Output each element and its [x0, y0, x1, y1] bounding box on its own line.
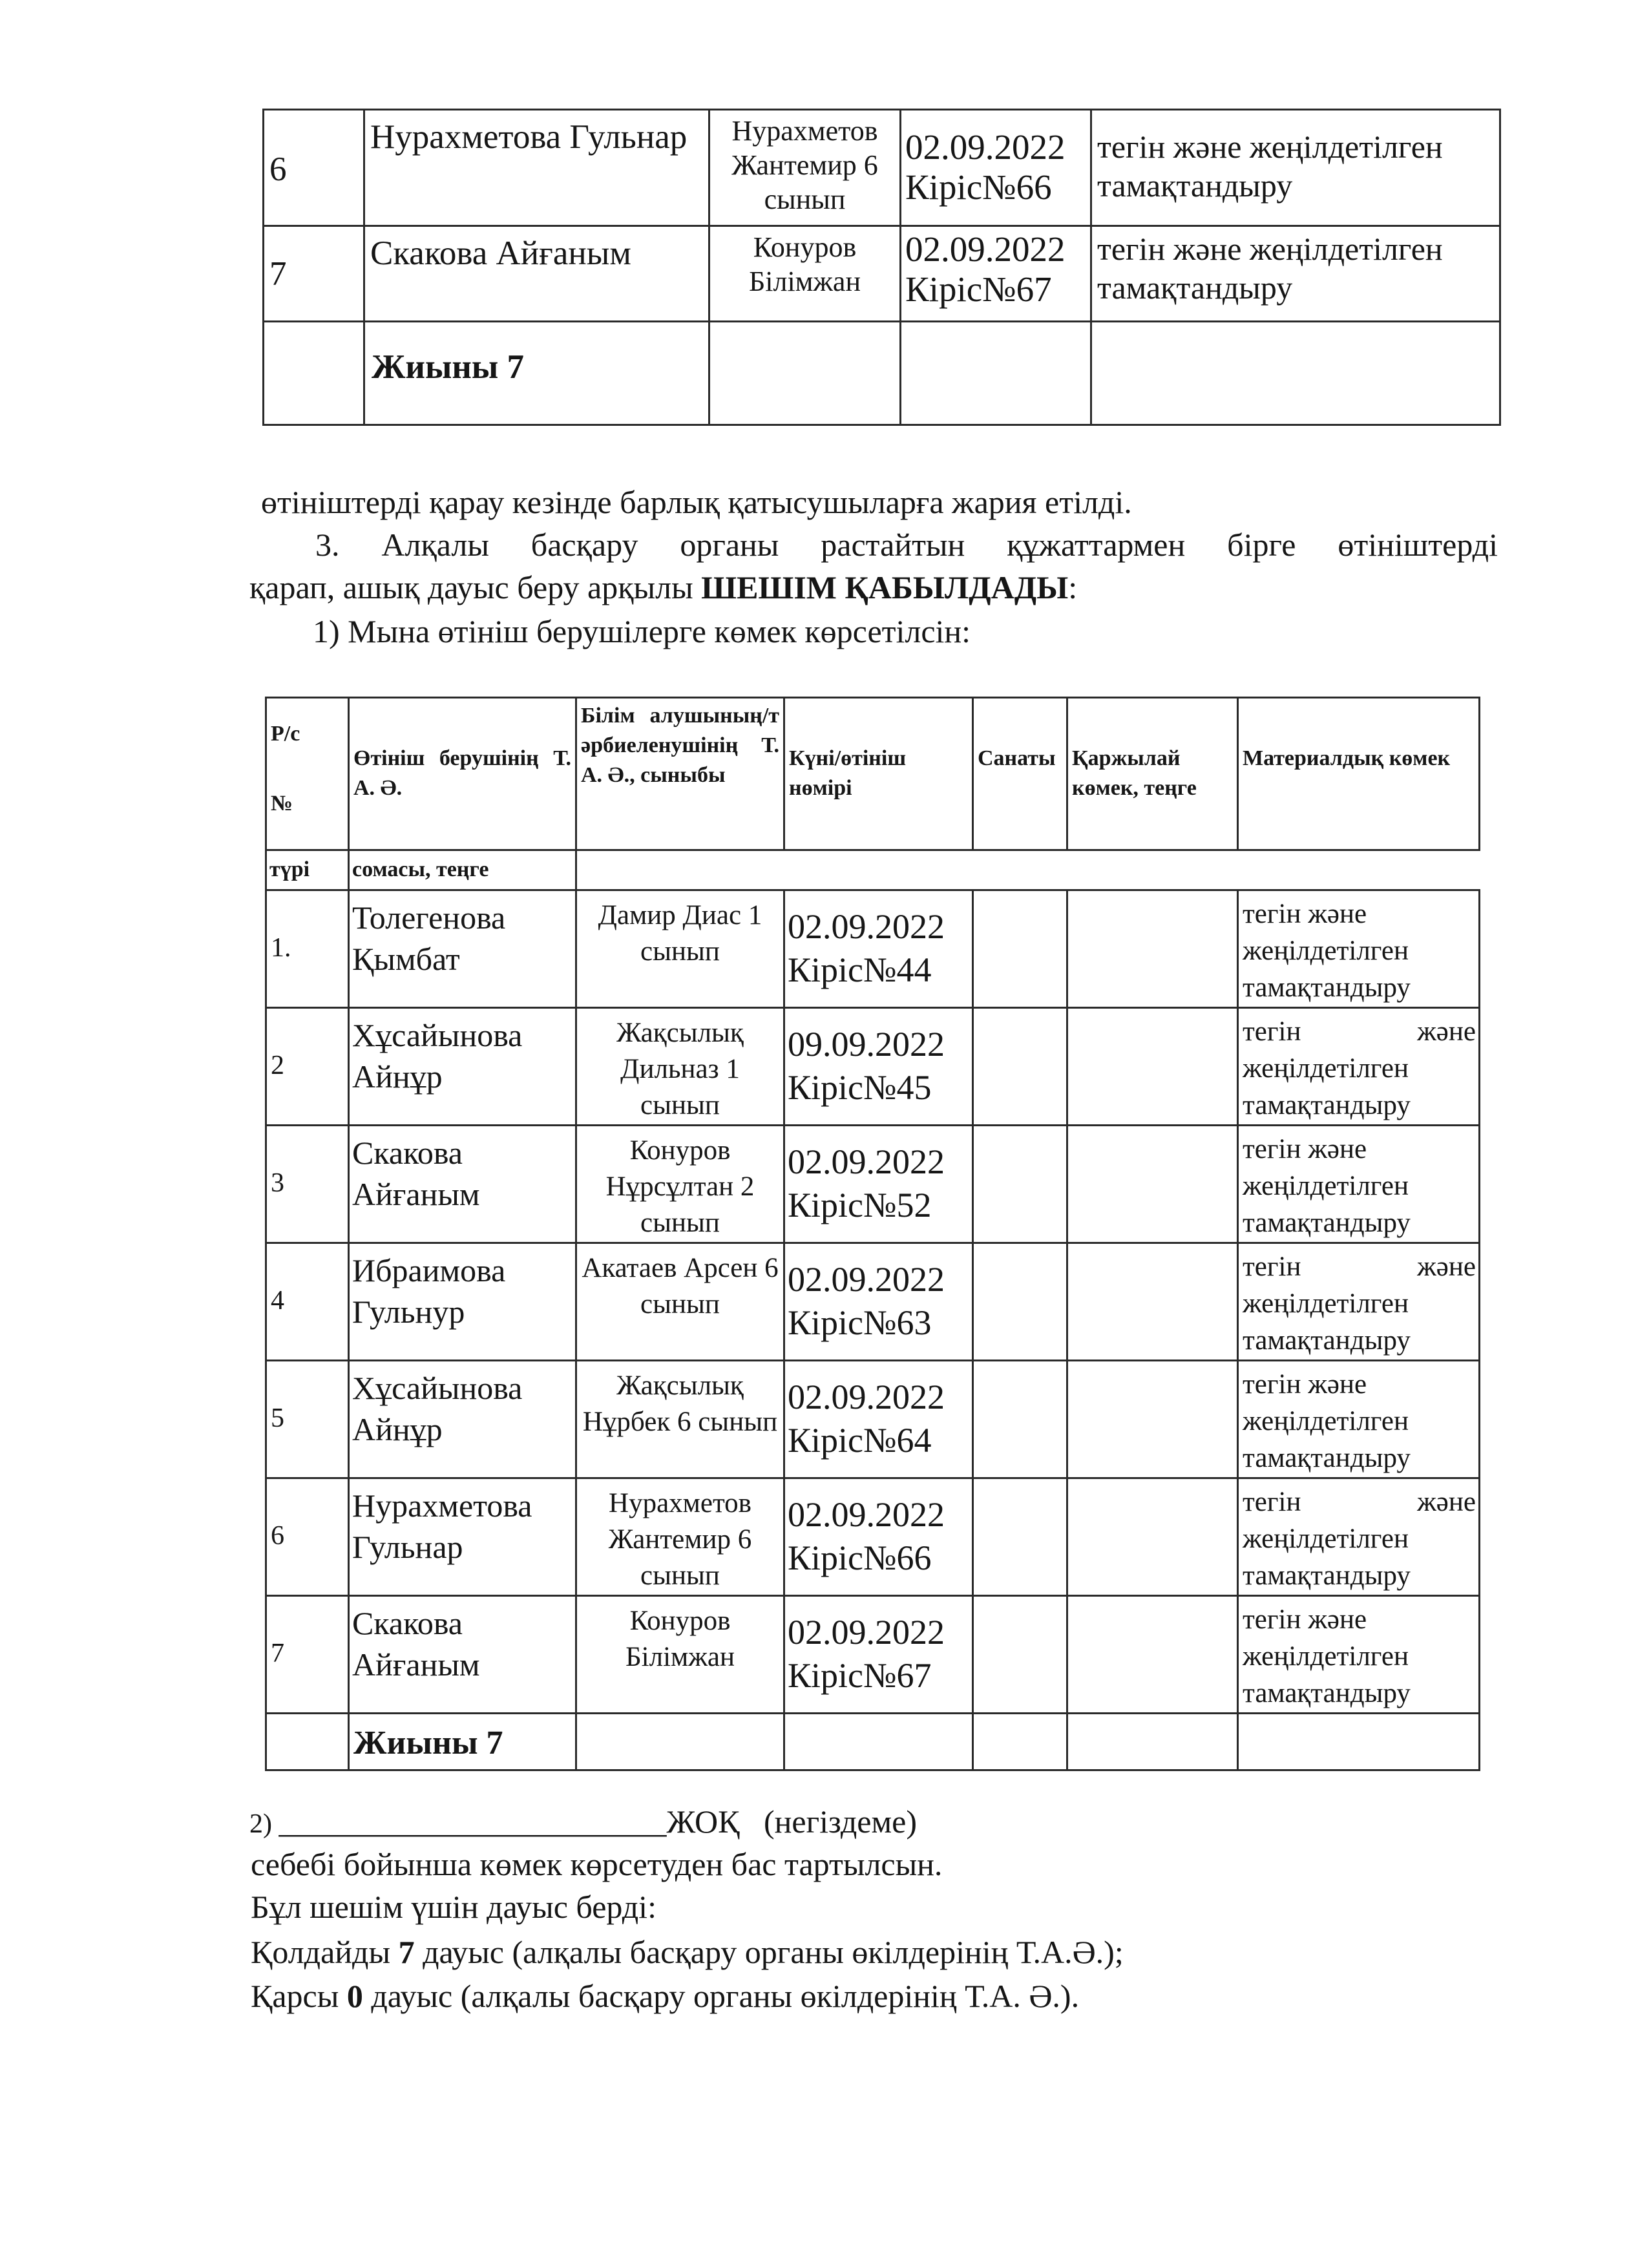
row-number: 3: [266, 1126, 349, 1243]
applicant-name: Скакова Айғаным: [364, 226, 709, 322]
applicant-name: Скакова Айғаным: [349, 1126, 576, 1243]
paragraph-decision-intro: 3. Алқалы басқару органы растайтын құжаттармен бірге өтініштерді: [315, 527, 1498, 563]
date-number: [784, 1596, 973, 1714]
application-date: 02.09.2022: [788, 1613, 945, 1652]
header-financial-aid: Қаржылай көмек, теңге: [1067, 698, 1238, 850]
paragraph-votes-against: Қарсы 0 дауыс (алқалы басқару органы өкілдерінің Т.А. Ә.).: [251, 1978, 1080, 2014]
refusal-basis: (негіздеме): [764, 1803, 917, 1840]
material-aid: тегін және жеңілдетілген тамақтандыру: [1238, 1596, 1480, 1714]
paragraph-votes-for: Қолдайды 7 дауыс (алқалы басқару органы өкілдерінің Т.А.Ә.);: [251, 1934, 1124, 1970]
student-name: Жақсылық Дильназ 1 сынып: [576, 1008, 784, 1126]
applicant-name: Ибраимова Гульнур: [349, 1243, 576, 1361]
registration-number: Кіріс№66: [788, 1538, 932, 1577]
application-date: 02.09.2022: [788, 1495, 945, 1534]
header-applicant: Өтініш берушінің Т. А. Ә.: [349, 698, 576, 850]
application-date: 02.09.2022: [905, 127, 1066, 167]
material-aid: тегін және жеңілдетілген тамақтандыру: [1238, 1126, 1480, 1243]
applicant-name: Нурахметова Гульнар: [349, 1478, 576, 1596]
material-aid: тегін және жеңілдетілген тамақтандыру: [1238, 890, 1480, 1008]
header-category: Санаты: [973, 698, 1067, 850]
header-student: Білім алушының/тәрбиеленушінің Т. А. Ә., сыныбы: [576, 698, 784, 850]
table-header-row: [266, 698, 1480, 850]
student-name: Нурахметов Жантемир 6 сынып: [576, 1478, 784, 1596]
application-date: 02.09.2022: [905, 229, 1066, 269]
applicant-name: Скакова Айғаным: [349, 1596, 576, 1714]
registration-number: Кіріс№67: [788, 1655, 932, 1695]
registration-number: Кіріс№44: [788, 950, 932, 989]
table-subheader-row: [266, 850, 1480, 890]
row-number: 4: [266, 1243, 349, 1361]
header-date: Күні/өтініш нөмірі: [784, 698, 973, 850]
applicant-name: Нурахметова Гульнар: [364, 110, 709, 226]
row-number: 2: [266, 1008, 349, 1126]
material-aid: тегін және жеңілдетілген тамақтандыру: [1238, 1008, 1480, 1126]
subheader-amount: сомасы, теңге: [349, 850, 576, 890]
paragraph-refusal-reason: себебі бойынша көмек көрсетуден бас тартылсын.: [251, 1846, 943, 1882]
student-name: Конуров Нұрсұлтан 2 сынып: [576, 1126, 784, 1243]
date-number: [784, 1126, 973, 1243]
application-date: 02.09.2022: [788, 1142, 945, 1181]
table-row: [266, 1596, 1480, 1714]
date-number: [901, 226, 1091, 322]
registration-number: Кіріс№52: [788, 1185, 932, 1224]
student-name: Жақсылық Нұрбек 6 сынып: [576, 1361, 784, 1478]
decision-adopted-label: ШЕШІМ ҚАБЫЛДАДЫ: [701, 569, 1069, 605]
material-aid: тегін және жеңілдетілген тамақтандыру: [1238, 1478, 1480, 1596]
paragraph-decision-adopted: қарап, ашық дауыс беру арқылы ШЕШІМ ҚАБЫЛДАДЫ:: [249, 569, 1078, 605]
registration-number: Кіріс№67: [905, 269, 1052, 310]
registration-number: Кіріс№66: [905, 167, 1052, 207]
paragraph-vote-title: Бұл шешім үшін дауыс берді:: [251, 1889, 656, 1925]
date-number: [784, 1243, 973, 1361]
votes-against-count: 0: [346, 1978, 363, 2014]
application-date: 02.09.2022: [788, 1260, 945, 1299]
applicant-name: Хұсайынова Айнұр: [349, 1008, 576, 1126]
paragraph-publicity: өтініштерді қарау кезінде барлық қатысушыларға жария етілді.: [261, 484, 1132, 520]
refusal-blank: ________________________: [278, 1803, 667, 1840]
registration-number: Кіріс№64: [788, 1420, 932, 1460]
paragraph-grant-heading: 1) Мына өтініш берушілерге көмек көрсетілсін:: [313, 613, 971, 649]
row-number: 1.: [266, 890, 349, 1008]
student-name: Конуров Білімжан: [576, 1596, 784, 1714]
row-number: 6: [266, 1478, 349, 1596]
paragraph-refusal: 2) ________________________ЖОҚ (негіздеме): [249, 1803, 917, 1840]
subheader-type: түрі: [266, 850, 349, 890]
row-number: 7: [266, 1596, 349, 1714]
material-aid: тегін және жеңілдетілген тамақтандыру: [1238, 1243, 1480, 1361]
student-name: Дамир Диас 1 сынып: [576, 890, 784, 1008]
application-date: 02.09.2022: [788, 907, 945, 946]
registration-number: Кіріс№63: [788, 1303, 932, 1342]
student-name: Акатаев Арсен 6 сынып: [576, 1243, 784, 1361]
date-number: [784, 1478, 973, 1596]
table-row: [266, 1478, 1480, 1596]
date-number: [784, 890, 973, 1008]
table-row: [266, 1126, 1480, 1243]
total-label: Жиыны 7: [364, 322, 709, 425]
registration-number: Кіріс№45: [788, 1067, 932, 1107]
material-aid: тегін және жеңілдетілген тамақтандыру: [1091, 110, 1500, 226]
material-aid: тегін және жеңілдетілген тамақтандыру: [1091, 226, 1500, 322]
table-row: [264, 110, 1500, 226]
header-material-aid: Материалдық көмек: [1238, 698, 1480, 850]
row-number: 6: [264, 110, 364, 226]
header-number: Р/с №: [266, 698, 349, 850]
table-total-row: [266, 1714, 1480, 1770]
table-row: [266, 1361, 1480, 1478]
date-number: [784, 1008, 973, 1126]
votes-for-count: 7: [398, 1934, 415, 1970]
table-row: [266, 1008, 1480, 1126]
table-row: [266, 890, 1480, 1008]
table-row: [266, 1243, 1480, 1361]
application-date: 02.09.2022: [788, 1378, 945, 1416]
row-number: 7: [264, 226, 364, 322]
date-number: [784, 1361, 973, 1478]
material-aid: тегін және жеңілдетілген тамақтандыру: [1238, 1361, 1480, 1478]
refusal-value: ЖОҚ: [666, 1803, 740, 1840]
application-date: 09.09.2022: [788, 1025, 945, 1064]
total-label: Жиыны 7: [349, 1714, 576, 1770]
row-number: 5: [266, 1361, 349, 1478]
applicant-name: Хұсайынова Айнұр: [349, 1361, 576, 1478]
applicants-table-continued: [262, 109, 1501, 426]
student-name: Конуров Білімжан: [709, 226, 901, 322]
applicant-name: Толегенова Қымбат: [349, 890, 576, 1008]
approved-applicants-table: [265, 697, 1480, 1771]
date-number: [901, 110, 1091, 226]
table-total-row: [264, 322, 1500, 425]
student-name: Нурахметов Жантемир 6 сынып: [709, 110, 901, 226]
table-row: [264, 226, 1500, 322]
